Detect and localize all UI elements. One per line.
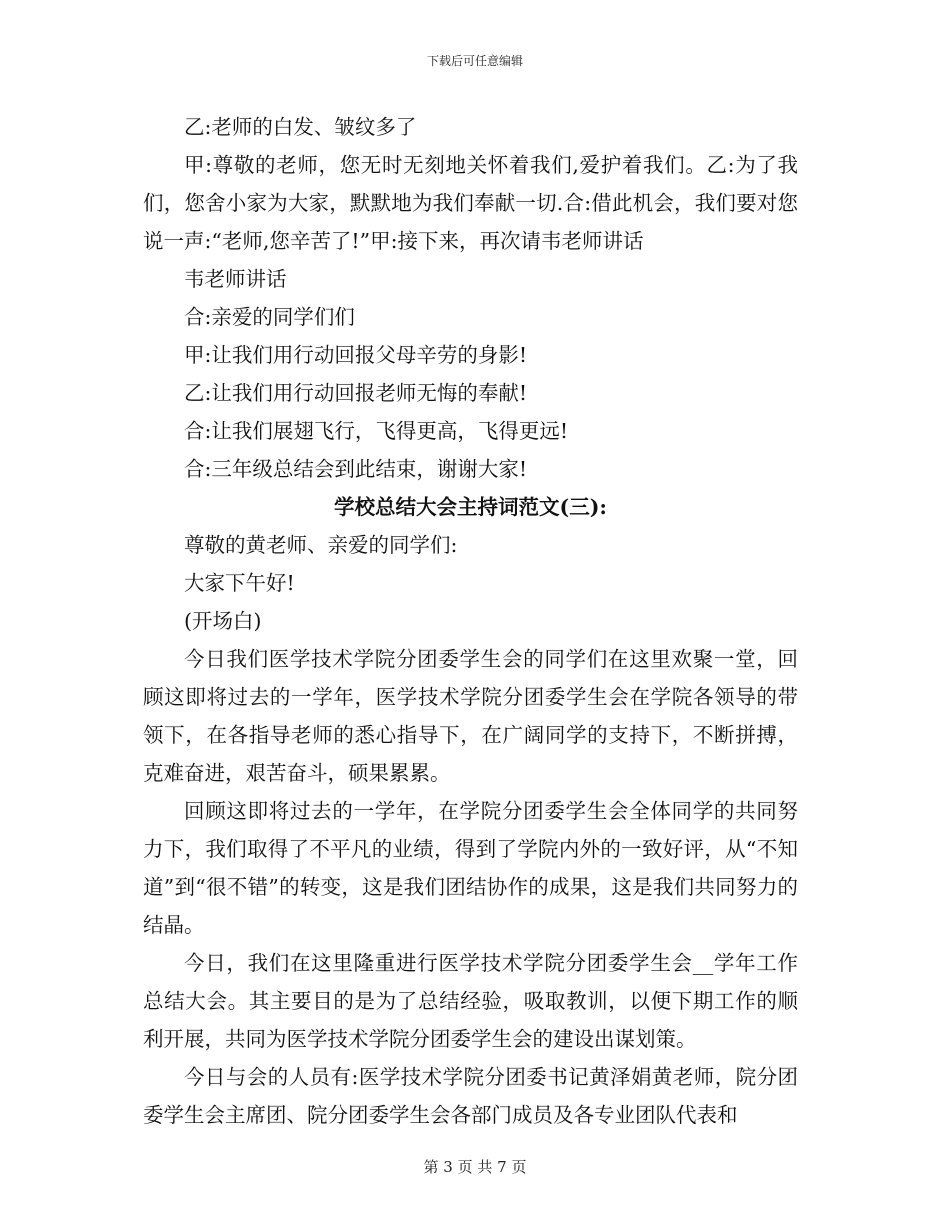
paragraph: 韦老师讲话 xyxy=(184,267,287,291)
paragraph: 乙:老师的白发、皱纹多了 xyxy=(184,115,417,139)
paragraph: 合:三年级总结会到此结束，谢谢大家! xyxy=(184,457,528,481)
section-title: 学校总结大会主持词范文(三): xyxy=(334,495,607,519)
paragraph: 大家下午好! xyxy=(184,571,295,595)
paragraph: 合:让我们展翅飞行，飞得更高，飞得更远! xyxy=(184,419,569,443)
paragraph: 甲:让我们用行动回报父母辛劳的身影! xyxy=(184,343,528,367)
paragraph: 回顾这即将过去的一学年，在学院分团委学生会全体同学的共同努力下，我们取得了不平凡的业绩，得到了学院内外的一致好评，从“不知道”到“很不错”的转变，这是我们团结协作的成果，这是我们共同努力的结晶。 xyxy=(143,799,798,937)
paragraph: 甲:尊敬的老师，您无时无刻地关怀着我们,爱护着我们。乙:为了我们，您舍小家为大家，默默地为我们奉献一切.合:借此机会，我们要对您说一声:“老师,您辛苦了!”甲:接下来，再次请韦老师讲话 xyxy=(143,153,798,253)
page-footer: 第 3 页 共 7 页 xyxy=(423,1158,527,1176)
paragraph: 今日与会的人员有:医学技术学院分团委书记黄泽娟黄老师，院分团委学生会主席团、院分团委学生会各部门成员及各专业团队代表和 xyxy=(143,1065,798,1127)
paragraph: 乙:让我们用行动回报老师无悔的奉献! xyxy=(184,381,528,405)
paragraph: 尊敬的黄老师、亲爱的同学们: xyxy=(184,533,458,557)
page-header: 下载后可任意编辑 xyxy=(426,54,523,68)
paragraph: 今日我们医学技术学院分团委学生会的同学们在这里欢聚一堂，回顾这即将过去的一学年，医学技术学院分团委学生会在学院各领导的带领下，在各指导老师的悉心指导下，在广阔同学的支持下，不断拼搏，克难奋进，艰苦奋斗，硕果累累。 xyxy=(143,647,798,785)
document-body xyxy=(143,108,798,1134)
paragraph: 今日，我们在这里隆重进行医学技术学院分团委学生会__学年工作总结大会。其主要目的是为了总结经验，吸取教训，以便下期工作的顺利开展，共同为医学技术学院分团委学生会的建设出谋划策。 xyxy=(143,951,798,1051)
paragraph: 合:亲爱的同学们们 xyxy=(184,305,355,329)
paragraph: (开场白) xyxy=(184,609,262,633)
